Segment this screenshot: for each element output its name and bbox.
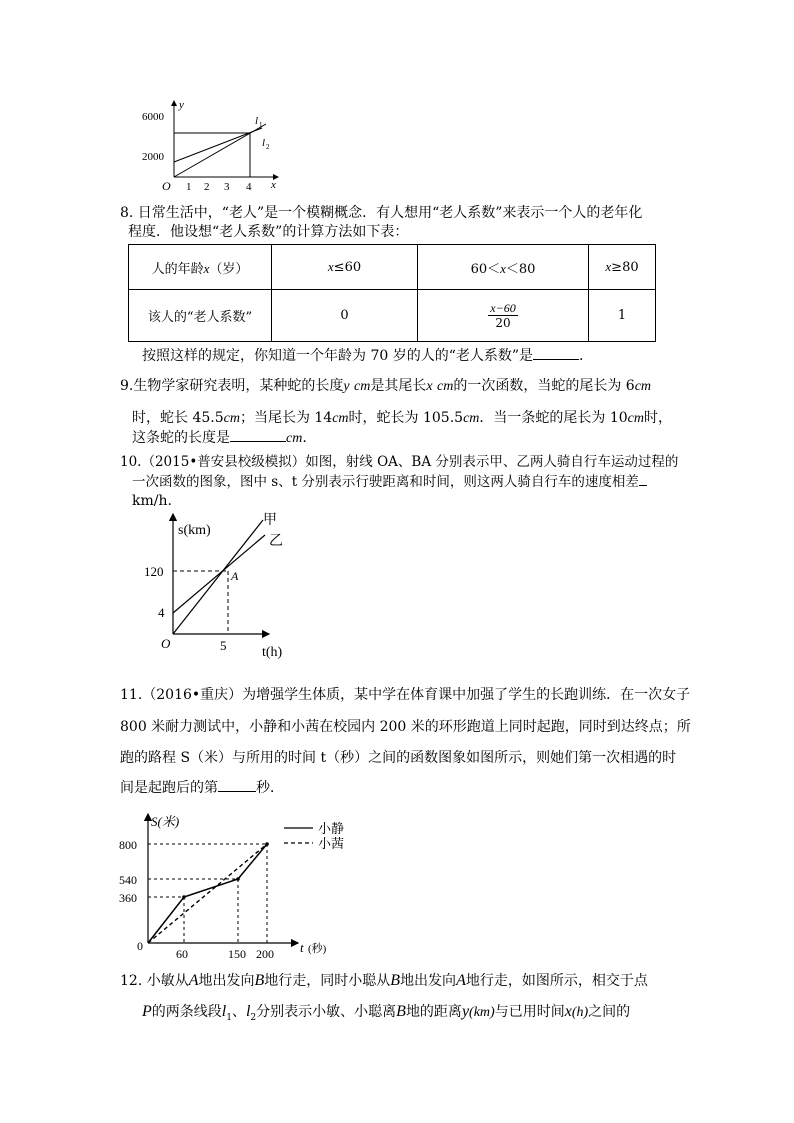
text-fragment: 地出发向 — [198, 973, 255, 989]
text-fragment: cm — [354, 379, 371, 394]
text-fragment: 按照这样的规定，你知道一个年龄为 70 岁的人的“老人系数”是 — [142, 348, 534, 364]
q9-line1 — [120, 376, 651, 397]
q10-ytick-4: 4 — [158, 605, 165, 620]
text-fragment: x — [203, 260, 210, 276]
q11-xtick-150: 150 — [228, 947, 246, 961]
text-fragment: 一次函数的图象，图中 s、t 分别表示行驶距离和时间，则这两人骑自行车的速度相差 — [132, 474, 639, 490]
text-fragment: cm — [437, 379, 454, 394]
text-fragment: cm — [286, 431, 303, 446]
text-fragment: 、 — [231, 1004, 246, 1020]
q11-point-200 — [265, 842, 269, 846]
q9-line2 — [132, 408, 672, 429]
q7-xtick-4: 4 — [246, 181, 252, 193]
text-fragment: 间是起跑后的第 — [120, 780, 218, 796]
text-fragment: y — [343, 379, 350, 394]
text-fragment: cm — [223, 411, 240, 426]
text-fragment: 2 — [250, 1012, 257, 1023]
q11-t-unit: (秒) — [308, 943, 327, 955]
text-fragment: B — [254, 972, 265, 989]
text-fragment: 与已用时间 — [494, 1004, 565, 1020]
q8-table-value-c3: 1 — [589, 290, 656, 342]
q7-xtick-2: 2 — [204, 181, 210, 193]
q9-answer-blank[interactable] — [230, 441, 286, 442]
q8-table-header-row — [129, 245, 656, 290]
text-fragment: 秒． — [256, 780, 284, 796]
text-fragment: 分别表示小敏、小聪离 — [256, 1004, 397, 1020]
q10-line1: 10.（2015•普安县校级模拟）如图，射线 OA、BA 分别表示甲、乙两人骑自行车运动过程的 — [120, 454, 679, 470]
text-fragment: P — [142, 1003, 152, 1020]
text-fragment: 时，蛇长为 105.5 — [348, 410, 464, 426]
q8-table — [128, 244, 656, 342]
q11-point-150 — [236, 877, 240, 881]
q11-answer-blank[interactable] — [218, 791, 256, 792]
text-fragment: ＜80 — [505, 261, 536, 277]
text-fragment: 之间的 — [588, 1004, 631, 1020]
q11-s-label: S(米) — [151, 814, 180, 829]
q10-line3: km/h. — [132, 493, 172, 509]
text-fragment: 地出发向 — [400, 973, 457, 989]
text-fragment: 时，蛇长 45.5 — [132, 410, 224, 426]
q7-graph — [138, 98, 288, 194]
q11-line1: 11.（2016•重庆）为增强学生体质，某中学在体育课中加强了学生的长跑训练．在一次女子 — [120, 687, 691, 703]
text-fragment: cm — [332, 411, 349, 426]
text-fragment: x — [426, 379, 433, 394]
q8-table-value-c2 — [418, 290, 589, 342]
q10-label-yi: 乙 — [269, 534, 283, 549]
text-fragment: 地行走，同时小聪从 — [264, 973, 391, 989]
text-fragment: l — [245, 1003, 251, 1020]
q7-origin: O — [162, 179, 171, 193]
text-fragment: 人的年龄 — [151, 261, 204, 277]
q8-table-header-c3 — [589, 245, 656, 290]
q11-graph — [118, 808, 352, 966]
q8-table-value-row — [129, 290, 656, 342]
q11-legend-xiaojing: 小静 — [318, 821, 345, 836]
text-fragment: 时， — [644, 410, 672, 426]
text-fragment: ≤60 — [333, 260, 362, 275]
text-fragment: A — [456, 972, 466, 989]
q7-label-l2: l — [262, 137, 266, 149]
text-fragment: . — [579, 348, 584, 364]
text-fragment: (km) — [469, 1005, 495, 1020]
q11-origin: 0 — [137, 939, 143, 953]
q11-ytick-800: 800 — [119, 838, 137, 852]
q10-answer-blank[interactable] — [639, 485, 647, 486]
text-fragment: B — [390, 972, 401, 989]
text-fragment: 地行走，如图所示，相交于点 — [465, 973, 648, 989]
q10-t-label: t(h) — [262, 645, 283, 660]
q11-ytick-540: 540 — [119, 873, 137, 887]
q11-xtick-60: 60 — [176, 947, 188, 961]
q10-label-jia: 甲 — [263, 513, 277, 528]
q11-t-label: t — [300, 940, 304, 955]
q11-line4 — [120, 778, 284, 798]
q8-table-header-c2 — [418, 245, 589, 290]
q8-line1: 8. 日常生活中，“老人”是一个模糊概念．有人想用“老人系数”来表示一个人的老年化 — [120, 205, 643, 221]
q8-table-value-c1: 0 — [272, 290, 418, 342]
q7-label-l1-sub: 1 — [259, 121, 263, 129]
q11-xtick-200: 200 — [256, 947, 274, 961]
q12-line2 — [142, 1002, 630, 1028]
text-fragment: 这条蛇的长度是 — [132, 430, 230, 446]
q7-xtick-1: 1 — [186, 181, 192, 193]
q10-s-label: s(km) — [178, 523, 211, 538]
text-fragment: ≥80 — [611, 260, 639, 275]
text-fragment: y — [461, 1003, 470, 1020]
text-fragment: (h) — [571, 1005, 589, 1020]
text-fragment: 60＜ — [470, 261, 501, 277]
q10-line2 — [132, 472, 647, 492]
text-fragment: 的一次函数，当蛇的尾长为 6 — [453, 378, 635, 394]
q10-graph — [140, 508, 300, 660]
text-fragment: x−60 — [490, 301, 516, 315]
q11-line2: 800 米耐力测试中，小静和小茜在校园内 200 米的环形跑道上同时起跑，同时到达终点；所 — [120, 719, 691, 735]
q9-line3 — [132, 428, 307, 449]
q8-table-row-label: 该人的“老人系数” — [129, 290, 272, 342]
q7-xtick-3: 3 — [224, 181, 230, 193]
text-fragment: 12. 小敏从 — [120, 973, 189, 989]
text-fragment: B — [396, 1003, 406, 1020]
text-fragment: （岁） — [209, 261, 249, 277]
q11-line3: 跑的路程 S（米）与所用的时间 t（秒）之间的函数图象如图所示，则她们第一次相遇的时 — [120, 750, 677, 766]
q7-y-label: y — [179, 99, 184, 111]
q8-line3 — [142, 346, 583, 366]
q11-point-60 — [182, 895, 186, 899]
text-fragment: x — [500, 260, 506, 276]
q7-label-l2-sub: 2 — [266, 143, 270, 151]
q11-legend-xiaoxi: 小茜 — [318, 836, 345, 851]
text-fragment: cm — [627, 411, 644, 426]
text-fragment: cm — [463, 411, 480, 426]
q7-ytick-6000: 6000 — [142, 111, 164, 123]
q10-point-a: A — [231, 569, 239, 583]
q10-xtick-5: 5 — [220, 638, 227, 653]
q10-ytick-120: 120 — [144, 564, 164, 579]
q8-answer-blank[interactable] — [533, 359, 579, 360]
text-fragment: x — [605, 259, 612, 274]
text-fragment: . — [302, 430, 307, 446]
text-fragment: 是其尾长 — [370, 378, 427, 394]
q11-ytick-360: 360 — [119, 891, 137, 905]
text-fragment: A — [188, 972, 199, 989]
q8-line2: 程度．他设想“老人系数”的计算方法如下表： — [128, 224, 409, 240]
q8-table-header-c1 — [272, 245, 418, 290]
text-fragment: x — [564, 1003, 572, 1020]
q7-label-l1: l — [255, 115, 259, 127]
q8-fraction — [488, 301, 517, 330]
q10-origin: O — [161, 636, 171, 651]
text-fragment: ．当一条蛇的尾长为 10 — [479, 410, 628, 426]
text-fragment: 地的距离 — [405, 1004, 462, 1020]
q10-line-yi — [173, 535, 265, 613]
text-fragment: 20 — [495, 316, 511, 330]
q8-table-header-label — [129, 245, 272, 290]
text-fragment: ；当尾长为 14 — [239, 410, 333, 426]
text-fragment: cm — [634, 379, 652, 394]
text-fragment: l — [221, 1003, 227, 1020]
q11-line-xiaoxi — [148, 844, 267, 943]
q7-ytick-2000: 2000 — [142, 151, 164, 163]
text-fragment: 1 — [226, 1012, 232, 1023]
q7-x-label: x — [271, 179, 276, 191]
text-fragment: 9.生物学家研究表明，某种蛇的长度 — [120, 378, 344, 394]
q12-line1 — [120, 971, 648, 991]
text-fragment: 的两条线段 — [151, 1004, 222, 1020]
text-fragment: x — [327, 259, 334, 274]
